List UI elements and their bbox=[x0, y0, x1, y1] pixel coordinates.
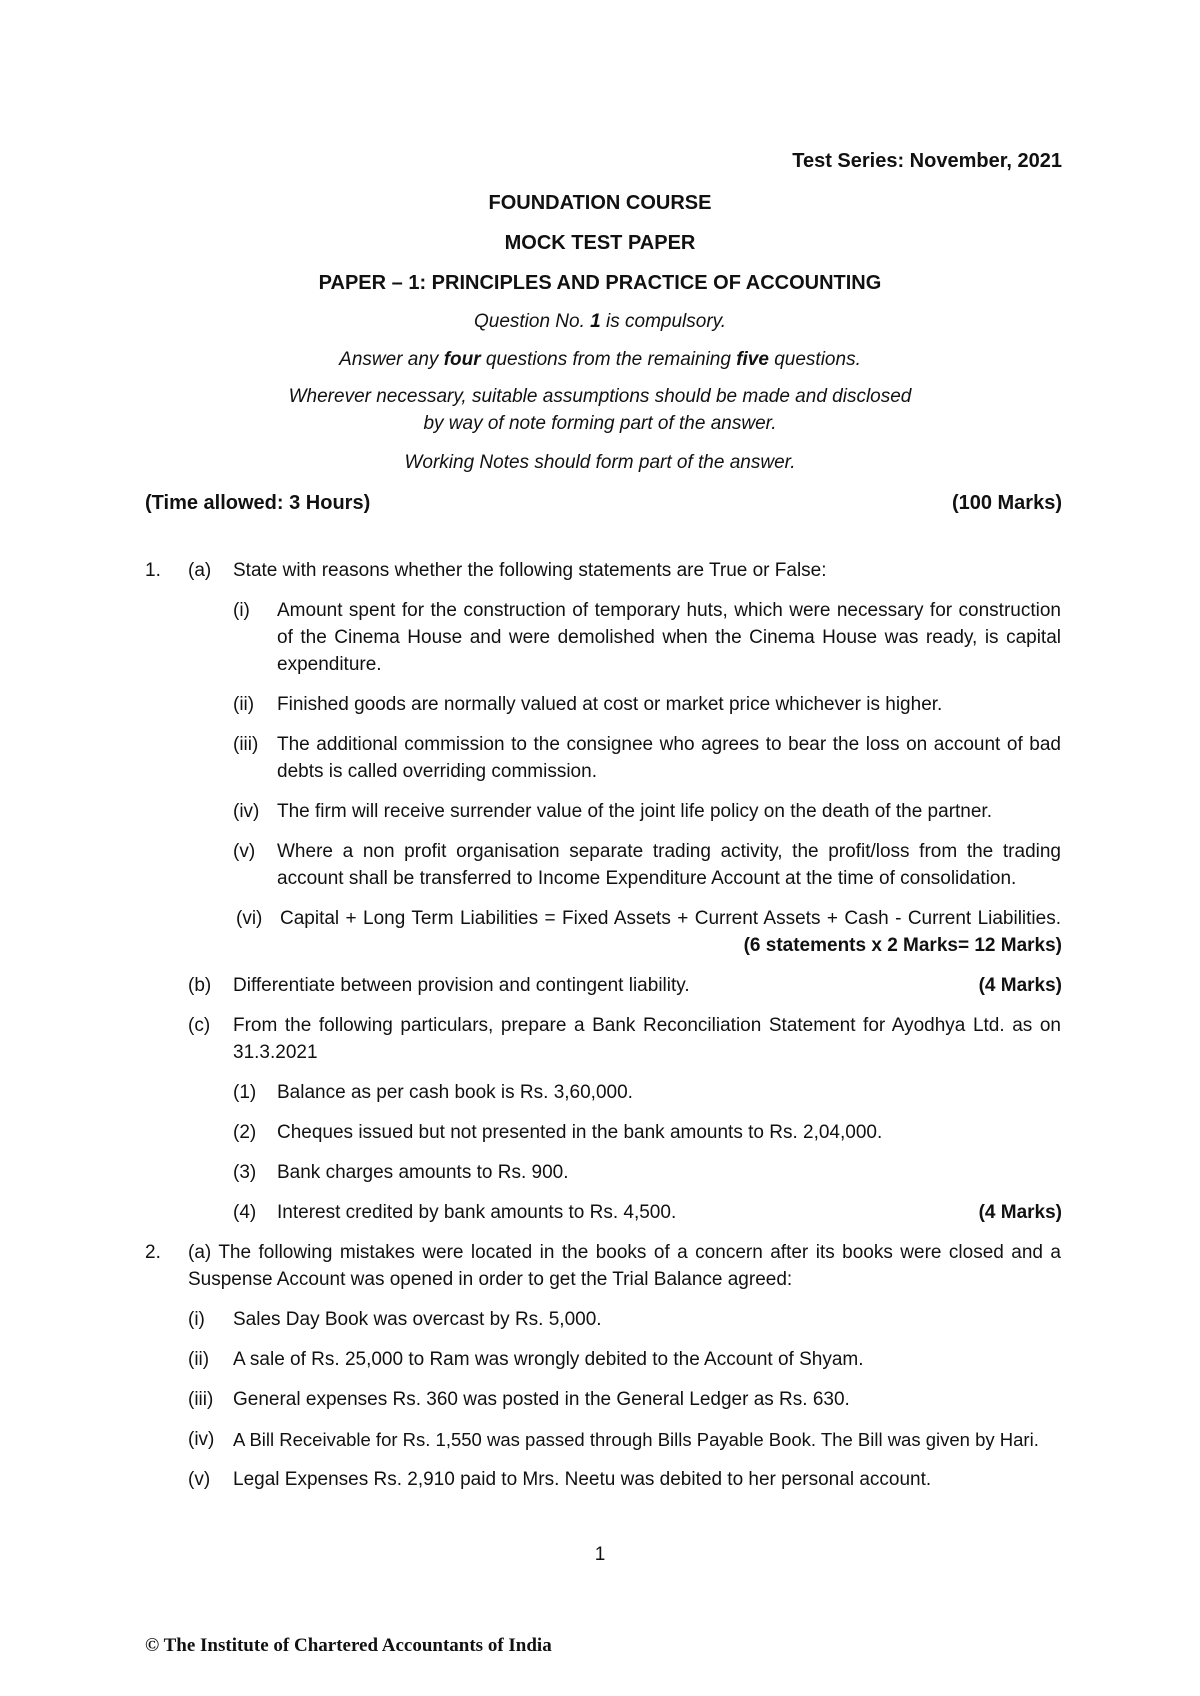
list-item-label: (i) bbox=[188, 1309, 205, 1330]
list-item-label: (4) bbox=[233, 1202, 257, 1223]
list-item-text: Bank charges amounts to Rs. 900. bbox=[277, 1162, 569, 1183]
statement-label: (iii) bbox=[233, 734, 259, 755]
list-item-label: (2) bbox=[233, 1122, 257, 1143]
list-item-label: (1) bbox=[233, 1082, 257, 1103]
instruction-assumptions-line2: by way of note forming part of the answer. bbox=[423, 413, 777, 434]
list-item-label: (v) bbox=[188, 1469, 211, 1490]
page-number: 1 bbox=[594, 1544, 606, 1565]
statement-line: account shall be transferred to Income Expenditure Account at the time of consolidation. bbox=[277, 868, 1017, 889]
question-number: 1. bbox=[145, 560, 161, 581]
sub-question-text: Suspense Account was opened in order to get the Trial Balance agreed: bbox=[188, 1269, 793, 1290]
statement-label: (i) bbox=[233, 600, 250, 621]
list-item-label: (3) bbox=[233, 1162, 257, 1183]
sub-question-text: 31.3.2021 bbox=[233, 1042, 318, 1063]
paper-title: PAPER – 1: PRINCIPLES AND PRACTICE OF ACCOUNTING bbox=[318, 272, 882, 294]
instruction-answer-five: five bbox=[736, 349, 769, 370]
statement-line: Capital + Long Term Liabilities = Fixed Assets + Current Assets + Cash - Current Liabilities. bbox=[280, 908, 1061, 929]
list-item-text: Sales Day Book was overcast by Rs. 5,000. bbox=[233, 1309, 602, 1330]
instruction-working-notes: Working Notes should form part of the answer. bbox=[404, 452, 796, 473]
sub-question-label: (a) bbox=[188, 560, 212, 581]
list-item-label: (iv) bbox=[188, 1429, 215, 1450]
list-item-text: Interest credited by bank amounts to Rs. 4,500. bbox=[277, 1202, 677, 1223]
instruction-compulsory-number: 1 bbox=[590, 311, 601, 332]
statement-line: Where a non profit organisation separate trading activity, the profit/loss from the trading bbox=[277, 841, 1061, 862]
course-title: FOUNDATION COURSE bbox=[488, 192, 712, 214]
list-item-text: Cheques issued but not presented in the bank amounts to Rs. 2,04,000. bbox=[277, 1122, 883, 1143]
instruction-answer-a: Answer any bbox=[339, 349, 444, 370]
instruction-answer-four: four bbox=[443, 349, 481, 370]
statement-label: (ii) bbox=[233, 694, 255, 715]
statement-line: Finished goods are normally valued at cost or market price whichever is higher. bbox=[277, 694, 943, 715]
statement-line: expenditure. bbox=[277, 654, 382, 675]
list-item-text: A sale of Rs. 25,000 to Ram was wrongly debited to the Account of Shyam. bbox=[233, 1349, 864, 1370]
statement-label: (vi) bbox=[236, 908, 263, 929]
sub-question-text: From the following particulars, prepare a Bank Reconciliation Statement for Ayodhya Ltd. as on bbox=[233, 1015, 1061, 1036]
statement-label: (iv) bbox=[233, 801, 260, 822]
instruction-answer-e: questions. bbox=[768, 349, 861, 370]
marks-label: (6 statements x 2 Marks= 12 Marks) bbox=[743, 935, 1062, 956]
list-item-label: (iii) bbox=[188, 1389, 214, 1410]
instruction-compulsory-a: Question No. bbox=[473, 311, 591, 332]
statement-line: The additional commission to the consignee who agrees to bear the loss on account of bad bbox=[277, 734, 1061, 755]
sub-question-label: (c) bbox=[188, 1015, 211, 1036]
copyright-footer: © The Institute of Chartered Accountants of India bbox=[145, 1635, 552, 1656]
instruction-assumptions-line1: Wherever necessary, suitable assumptions should be made and disclosed bbox=[288, 386, 912, 407]
sub-question-text: (a) The following mistakes were located in the books of a concern after its books were closed and a bbox=[188, 1242, 1061, 1263]
sub-question-label: (b) bbox=[188, 975, 212, 996]
instruction-answer-any bbox=[0, 346, 1200, 374]
statement-line: The firm will receive surrender value of the joint life policy on the death of the partner. bbox=[277, 801, 992, 822]
question-number: 2. bbox=[145, 1242, 161, 1263]
test-series-label: Test Series: November, 2021 bbox=[792, 150, 1062, 172]
statement-label: (v) bbox=[233, 841, 256, 862]
time-allowed: (Time allowed: 3 Hours) bbox=[145, 492, 371, 514]
paper-type: MOCK TEST PAPER bbox=[504, 232, 696, 254]
sub-question-text: Differentiate between provision and contingent liability. bbox=[233, 975, 690, 996]
marks-label: (4 Marks) bbox=[978, 1202, 1062, 1223]
list-item-text: General expenses Rs. 360 was posted in the General Ledger as Rs. 630. bbox=[233, 1389, 850, 1410]
statement-line: of the Cinema House and were demolished when the Cinema House was ready, is capital bbox=[277, 627, 1061, 648]
sub-question-text: State with reasons whether the following statements are True or False: bbox=[233, 560, 827, 581]
total-marks: (100 Marks) bbox=[951, 492, 1062, 514]
list-item-text: Balance as per cash book is Rs. 3,60,000. bbox=[277, 1082, 633, 1103]
list-item-text: Legal Expenses Rs. 2,910 paid to Mrs. Neetu was debited to her personal account. bbox=[233, 1469, 932, 1490]
instruction-compulsory-c: is compulsory. bbox=[600, 311, 727, 332]
statement-line: debts is called overriding commission. bbox=[277, 761, 597, 782]
instruction-answer-c: questions from the remaining bbox=[480, 349, 737, 370]
instruction-compulsory bbox=[0, 308, 1200, 336]
list-item-label: (ii) bbox=[188, 1349, 210, 1370]
list-item-text: A Bill Receivable for Rs. 1,550 was passed through Bills Payable Book. The Bill was given by Hari. bbox=[233, 1429, 1039, 1450]
statement-line: Amount spent for the construction of temporary huts, which were necessary for construction bbox=[277, 600, 1061, 621]
marks-label: (4 Marks) bbox=[978, 975, 1062, 996]
